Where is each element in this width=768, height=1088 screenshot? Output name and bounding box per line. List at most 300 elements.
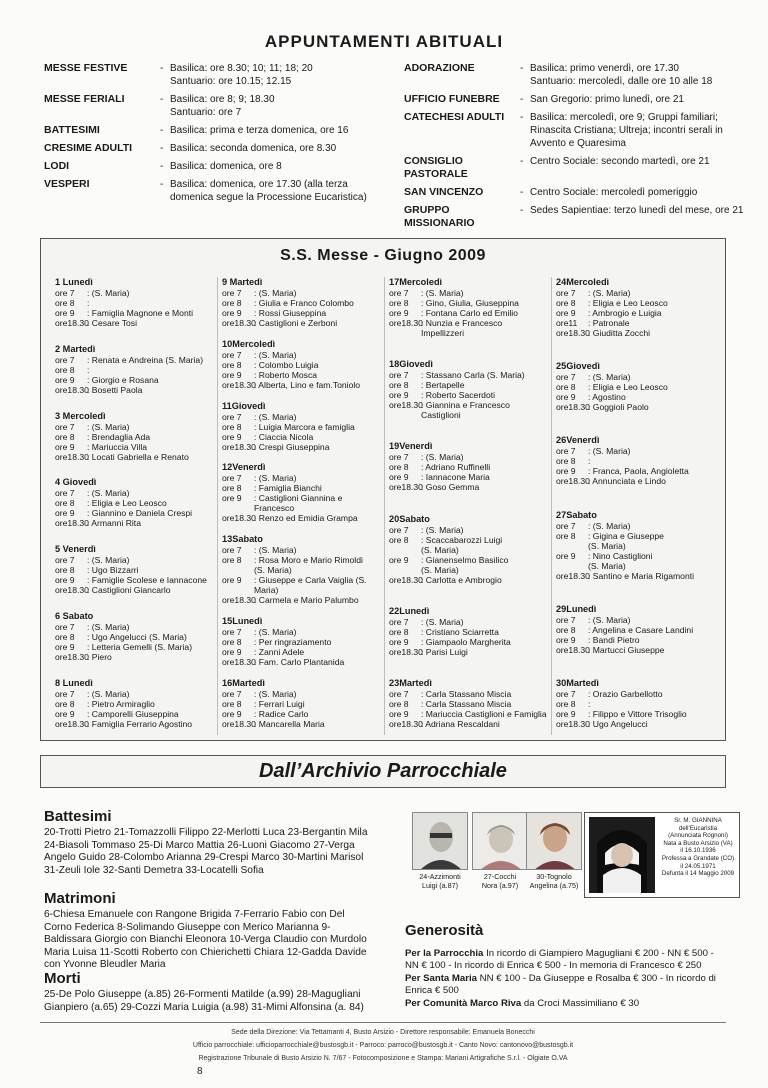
messe-line <box>556 328 715 338</box>
messe-day <box>55 544 213 595</box>
messe-intention: : Renzo ed Emidia Grampa <box>254 513 358 524</box>
messe-line <box>222 380 380 390</box>
messe-line <box>389 400 547 420</box>
messe-intention: : Nino Castiglioni (S. Maria) <box>588 550 653 571</box>
messe-intention: : (S. Maria) <box>87 288 130 298</box>
messe-intention: : Filippo e Vittore Trisoglio <box>588 708 687 719</box>
messe-intention: : Annunciata e Lindo <box>588 476 666 487</box>
messe-day-heading: 20Sabato <box>389 513 430 524</box>
messe-intention: : Per ringraziamento <box>254 637 332 648</box>
messe-intention: : Mariuccia Villa <box>87 441 148 452</box>
messe-day-heading: 19Venerdì <box>389 441 433 452</box>
messe-time: ore 9 <box>389 708 409 719</box>
messe-intention: : Letteria Gemelli (S. Maria) <box>87 642 193 653</box>
messe-time: ore 8 <box>556 456 576 467</box>
messe-intention: : (S. Maria) <box>87 488 130 499</box>
messe-line <box>55 632 213 642</box>
messe-line <box>556 318 715 328</box>
messe-intention: : Agostino <box>588 392 626 403</box>
messe-intention: : Rosa Moro e Mario Rimoldi (S. Maria) <box>254 555 363 576</box>
appuntamento-label: LODI <box>44 160 70 172</box>
messe-time: ore 7 <box>55 421 75 432</box>
appuntamento-row <box>44 62 374 88</box>
messe-time: ore 9 <box>389 636 409 647</box>
messe-intention: : Armanni Rita <box>87 518 141 529</box>
messe-intention: : Scaccabarozzi Luigi (S. Maria) <box>421 534 503 555</box>
messe-column <box>552 277 719 735</box>
messe-intention: : Castiglioni Giancarlo <box>87 585 171 596</box>
messe-time: ore18.30 <box>556 402 590 413</box>
generosita-detail: NN € 100 - Da Giuseppe e Rosalba € 300 - In ricordo di Enrica € 500 <box>405 972 716 997</box>
messe-day-heading: 27Sabato <box>556 509 597 520</box>
messe-intention: : Nunzia e Francesco Impellizzeri <box>421 318 503 338</box>
messe-line <box>222 412 380 422</box>
messe-time: ore 9 <box>222 431 242 442</box>
appuntamento-detail <box>520 111 744 150</box>
messe-line <box>556 571 715 581</box>
portrait-photo <box>472 812 528 870</box>
messe-time: ore 7 <box>389 370 409 381</box>
appuntamento-row <box>404 186 744 199</box>
messe-intention: : (S. Maria) <box>421 616 464 627</box>
messe-time: ore 9 <box>55 374 75 385</box>
messe-line <box>389 689 547 699</box>
messe-line <box>222 360 380 370</box>
messe-day-heading: 16Martedì <box>222 677 265 688</box>
messe-line <box>55 565 213 575</box>
messe-line <box>389 555 547 575</box>
messe-time: ore 7 <box>389 524 409 535</box>
messe-intention: : (S. Maria) <box>588 372 631 383</box>
messe-time: ore 9 <box>222 708 242 719</box>
messe-time: ore 8 <box>389 462 409 473</box>
appuntamento-detail-text: - Centro Sociale: mercoledì pomeriggio <box>530 187 698 198</box>
messe-time: ore18.30 <box>222 379 256 390</box>
messe-time: ore 7 <box>389 288 409 298</box>
messe-day-heading: 9 Martedì <box>222 277 263 287</box>
messe-intention: : Giannina e Francesco Castiglioni <box>421 400 510 421</box>
messe-time: ore 7 <box>389 688 409 699</box>
messe-day-heading: 23Martedì <box>389 677 432 688</box>
messe-time: ore 7 <box>55 488 75 499</box>
battesimi-title: Battesimi <box>44 808 112 825</box>
messe-time: ore 8 <box>389 626 409 637</box>
messe-day-heading: 24Mercoledì <box>556 277 610 287</box>
messe-intention: : Roberto Sacerdoti <box>421 390 496 401</box>
messe-time: ore18.30 <box>55 718 89 729</box>
messe-day <box>556 678 715 729</box>
messe-line <box>55 518 213 528</box>
messe-intention: : (S. Maria) <box>254 627 297 638</box>
messe-line <box>556 719 715 729</box>
messe-day <box>556 510 715 581</box>
messe-intention: : Castiglioni e Zerboni <box>254 318 338 328</box>
messe-intention: : Ambrogio e Luigia <box>588 308 662 318</box>
messe-time: ore 7 <box>55 688 75 699</box>
messe-time: ore 9 <box>556 392 576 403</box>
messe-line <box>389 699 547 709</box>
messe-day <box>389 359 547 420</box>
messe-line <box>55 642 213 652</box>
messe-line <box>222 595 380 605</box>
messe-line <box>55 442 213 452</box>
messe-time: ore18.30 <box>389 318 423 328</box>
messe-day <box>389 441 547 492</box>
messe-line <box>55 709 213 719</box>
messe-intention: : Luigia Marcora e famiglia <box>254 421 355 432</box>
messe-day-heading: 12Venerdì <box>222 462 266 473</box>
messe-line <box>389 627 547 637</box>
messe-intention: : Adriano Ruffinelli <box>421 462 491 473</box>
messe-intention: : Famiglie Scolese e Iannacone <box>87 575 207 586</box>
page-number: 8 <box>197 1066 203 1077</box>
appuntamento-detail-text: - Sedes Sapientiae: terzo lunedì del mese, ore 21 <box>530 205 744 216</box>
messe-intention: : Gino, Giulia, Giuseppina <box>421 298 519 308</box>
appuntamento-detail <box>160 124 374 137</box>
messe-time: ore 9 <box>556 550 576 561</box>
appuntamento-detail <box>160 178 374 204</box>
messe-title: S.S. Messe - Giugno 2009 <box>280 247 486 264</box>
messe-intention: : <box>87 298 90 308</box>
messe-line <box>389 482 547 492</box>
messe-line <box>222 288 380 298</box>
messe-time: ore18.30 <box>55 384 89 395</box>
generosita-entry <box>405 998 639 1009</box>
generosita-entry <box>405 973 716 996</box>
messe-intention: : Santino e Maria Rigamonti <box>588 570 695 581</box>
messe-line <box>55 699 213 709</box>
messe-line <box>389 647 547 657</box>
messe-time: ore 7 <box>222 688 242 699</box>
appuntamento-detail <box>520 62 744 88</box>
messe-intention: : (S. Maria) <box>588 614 631 625</box>
messe-time: ore18.30 <box>222 595 256 606</box>
generosita-text <box>405 948 729 1010</box>
appuntamento-label: CONSIGLIO PASTORALE <box>404 155 468 180</box>
footer-line: Registrazione Tribunale di Busto Arsizio N. 7/67 - Fotocomposizione e Stampa: Mariani Artigrafiche S.r.l. - Olgiate O.VA <box>198 1055 568 1062</box>
messe-day-heading: 25Giovedì <box>556 361 600 372</box>
messe-intention: : Orazio Garbellotto <box>588 688 663 699</box>
messe-line <box>55 318 213 328</box>
appuntamento-row <box>44 142 374 155</box>
messe-line <box>222 308 380 318</box>
messe-time: ore18.30 <box>222 441 256 452</box>
messe-line <box>389 308 547 318</box>
messe-intention: : Bertapelle <box>421 380 465 391</box>
messe-time: ore 8 <box>556 298 576 308</box>
messe-line <box>556 645 715 655</box>
messe-line <box>55 498 213 508</box>
appuntamento-label: BATTESIMI <box>44 124 100 136</box>
messe-time: ore 9 <box>55 508 75 519</box>
messe-day <box>222 339 380 390</box>
messe-line <box>222 318 380 328</box>
appuntamento-row <box>404 93 744 106</box>
messe-intention: : (S. Maria) <box>254 545 297 556</box>
appuntamento-detail-text: - Basilica: domenica, ore 17.30 (alla terza domenica segue la Processione Eucaristica) <box>170 179 367 203</box>
messe-intention: : <box>588 456 591 467</box>
messe-day-heading: 15Lunedì <box>222 616 263 627</box>
messe-line <box>222 350 380 360</box>
messe-time: ore 9 <box>55 441 75 452</box>
messe-day <box>222 277 380 328</box>
messe-time: ore 9 <box>556 708 576 719</box>
messe-time: ore 9 <box>389 554 409 565</box>
messe-time: ore 7 <box>222 349 242 360</box>
messe-intention: : Radice Carlo <box>254 708 309 719</box>
messe-time: ore18.30 <box>556 570 590 581</box>
messe-line <box>389 617 547 627</box>
messe-line <box>222 657 380 667</box>
obituary-photos <box>404 812 740 902</box>
messe-intention: : Brendaglia Ada <box>87 431 151 442</box>
footer-line: Sede della Direzione: Via Tettamanti 4, Busto Arsizio - Direttore responsabile: Emanuela Bonecchi <box>231 1029 535 1036</box>
appuntamenti-right-list <box>404 62 744 235</box>
appuntamento-detail <box>520 93 744 106</box>
messe-line <box>389 380 547 390</box>
messe-time: ore18.30 <box>222 718 256 729</box>
appuntamento-detail <box>160 160 374 173</box>
messe-line <box>389 637 547 647</box>
generosita-detail: da Croci Massimiliano € 30 <box>521 997 640 1009</box>
messe-line <box>55 355 213 365</box>
messe-time: ore 8 <box>222 698 242 709</box>
messe-time: ore 8 <box>389 698 409 709</box>
generosita-title: Generosità <box>405 922 484 939</box>
messe-time: ore18.30 <box>222 318 256 328</box>
messe-line <box>222 709 380 719</box>
portrait-photo <box>526 812 582 870</box>
messe-intention: : Cristiano Sciarretta <box>421 626 499 637</box>
messe-time: ore18.30 <box>556 476 590 487</box>
messe-time: ore 7 <box>222 627 242 638</box>
messe-day <box>222 534 380 605</box>
messe-intention: : Famiglia Magnone e Monti <box>87 308 194 318</box>
messe-time: ore18.30 <box>389 482 423 493</box>
messe-day <box>222 678 380 729</box>
messe-time: ore 8 <box>55 698 75 709</box>
messe-intention: : Martucci Giuseppe <box>588 644 665 655</box>
messe-intention: : Giulia e Franco Colombo <box>254 298 354 308</box>
messe-time: ore18.30 <box>55 518 89 529</box>
appuntamento-detail-text: - Basilica: ore 8; 9; 18.30 Santuario: ore 7 <box>170 94 275 118</box>
messe-time: ore 9 <box>55 708 75 719</box>
messe-time: ore18.30 <box>389 574 423 585</box>
messe-column <box>51 277 218 735</box>
messe-line <box>556 689 715 699</box>
messe-intention: : Piero <box>87 652 112 663</box>
messe-time: ore18.30 <box>556 718 590 729</box>
appuntamento-detail-text: - San Gregorio: primo lunedì, ore 21 <box>530 94 684 105</box>
messe-line <box>556 625 715 635</box>
messe-time: ore 8 <box>222 298 242 308</box>
appuntamento-detail <box>520 155 744 181</box>
messe-day <box>55 277 213 328</box>
messe-day <box>556 277 715 338</box>
messe-line <box>556 392 715 402</box>
messe-line <box>389 709 547 719</box>
messe-time: ore 7 <box>556 688 576 699</box>
messe-line <box>222 555 380 575</box>
messe-time: ore 9 <box>222 493 242 504</box>
appuntamento-row <box>44 178 374 204</box>
messe-line <box>55 622 213 632</box>
messe-line <box>222 627 380 637</box>
messe-time: ore18.30 <box>389 718 423 729</box>
messe-line <box>556 456 715 466</box>
messe-columns <box>51 277 719 735</box>
morti-title: Morti <box>44 970 81 987</box>
messe-intention: : Fam. Carlo Plantanida <box>254 657 345 668</box>
messe-line <box>556 551 715 571</box>
messe-time: ore 8 <box>556 624 576 635</box>
messe-line <box>556 709 715 719</box>
messe-intention: : Alberta, Lino e fam.Toniolo <box>254 379 361 390</box>
appuntamento-row <box>44 124 374 137</box>
messe-time: ore 8 <box>55 431 75 442</box>
messe-column <box>385 277 552 735</box>
messe-line <box>556 699 715 709</box>
messe-time: ore18.30 <box>55 451 89 462</box>
messe-intention: : Adriana Rescaldani <box>421 718 500 729</box>
messe-line <box>55 652 213 662</box>
messe-time: ore 7 <box>222 473 242 484</box>
messe-time: ore18.30 <box>222 513 256 524</box>
messe-line <box>389 462 547 472</box>
messe-intention: : (S. Maria) <box>421 452 464 463</box>
matrimoni-title: Matrimoni <box>44 890 116 907</box>
messe-line <box>55 585 213 595</box>
messe-line <box>556 476 715 486</box>
messe-day-heading: 26Venerdì <box>556 435 600 446</box>
messe-intention: : (S. Maria) <box>254 411 297 422</box>
messe-time: ore 9 <box>222 575 242 586</box>
messe-intention: : <box>588 698 591 709</box>
messe-day-heading: 18Giovedì <box>389 359 433 370</box>
messe-intention: : Ciaccia Nicola <box>254 431 314 442</box>
messe-intention: : (S. Maria) <box>588 520 631 531</box>
appuntamento-detail-text: - Basilica: ore 8.30; 10; 11; 18; 20 Santuario: ore 10.15; 12.15 <box>170 63 313 87</box>
messe-line <box>222 493 380 513</box>
messe-intention: : Crespi Giuseppina <box>254 441 330 452</box>
messe-intention: : Ugo Angelucci <box>588 718 648 729</box>
messe-time: ore 8 <box>55 498 75 509</box>
messe-line <box>222 483 380 493</box>
messe-intention: : Mancarella Maria <box>254 718 325 729</box>
nun-obituary-card <box>584 812 740 898</box>
photo-caption: 30-Tognolo Angelina (a.75) <box>529 872 579 890</box>
messe-line <box>55 689 213 699</box>
appuntamento-label: ADORAZIONE <box>404 62 475 74</box>
messe-time: ore 8 <box>389 298 409 308</box>
appuntamenti-title: APPUNTAMENTI ABITUALI <box>264 32 504 51</box>
messe-intention: : Eligia e Leo Leosco <box>87 498 167 509</box>
messe-line <box>55 288 213 298</box>
messe-line <box>389 390 547 400</box>
appuntamento-detail-text: - Basilica: prima e terza domenica, ore 16 <box>170 125 349 136</box>
messe-time: ore18.30 <box>55 318 89 328</box>
messe-line <box>556 288 715 298</box>
messe-intention: : Carmela e Mario Palumbo <box>254 595 359 606</box>
messe-intention: : Carla Stassano Miscia <box>421 698 512 709</box>
messe-day <box>55 611 213 662</box>
messe-line <box>556 521 715 531</box>
messe-day-heading: 30Martedì <box>556 677 599 688</box>
messe-line <box>222 422 380 432</box>
messe-line <box>55 452 213 462</box>
appuntamento-label: CATECHESI ADULTI <box>404 111 505 123</box>
appuntamento-label: MESSE FERIALI <box>44 93 125 105</box>
messe-time: ore 7 <box>556 520 576 531</box>
messe-intention: : (S. Maria) <box>254 288 297 298</box>
messe-line <box>222 432 380 442</box>
messe-intention: : Patronale <box>588 318 630 328</box>
messe-intention: : (S. Maria) <box>254 688 297 699</box>
messe-day-heading: 29Lunedì <box>556 603 597 614</box>
messe-intention: : Goggioli Paolo <box>588 402 649 413</box>
messe-day <box>222 462 380 523</box>
messe-line <box>389 288 547 298</box>
messe-intention: : Fontana Carlo ed Emilio <box>421 308 518 318</box>
appuntamento-detail <box>160 93 374 119</box>
messe-line <box>556 382 715 392</box>
messe-day-heading: 6 Sabato <box>55 611 94 622</box>
messe-intention: : Giuseppe e Carla Vaiglia (S. Maria) <box>254 575 367 596</box>
messe-day <box>556 361 715 412</box>
messe-intention: : Colombo Luigia <box>254 359 319 370</box>
appuntamento-detail <box>160 62 374 88</box>
messe-time: ore 8 <box>55 364 75 375</box>
messe-time: ore 8 <box>55 632 75 643</box>
messe-line <box>55 555 213 565</box>
messe-time: ore 7 <box>556 446 576 457</box>
messe-line <box>222 699 380 709</box>
messe-day <box>222 616 380 667</box>
messe-line <box>222 545 380 555</box>
generosita-entry <box>405 948 714 971</box>
messe-column <box>218 277 385 735</box>
messe-time: ore 8 <box>556 698 576 709</box>
messe-intention: : (S. Maria) <box>87 421 130 432</box>
appuntamento-detail-text: - Basilica: mercoledì, ore 9; Gruppi familiari; Rinascita Cristiana; Ultreja; incontri serali in Avvento e Quaresima <box>530 112 723 149</box>
messe-line <box>389 298 547 308</box>
footer-line: Ufficio parrocchiale: ufficioparrocchiale@bustosgb.it - Parroco: parroco@bustosgb.it - Canto Novo: cantonovo@bustosgb.it <box>192 1042 574 1049</box>
appuntamento-detail <box>520 204 744 230</box>
appuntamento-label: CRESIME ADULTI <box>44 142 133 154</box>
messe-day-heading: 13Sabato <box>222 534 263 545</box>
messe-line <box>222 647 380 657</box>
photo-caption: 24-Azzimonti Luigi (a.87) <box>419 872 461 890</box>
messe-day-heading: 5 Venerdì <box>55 544 96 555</box>
messe-day <box>55 678 213 729</box>
appuntamento-row <box>404 155 744 181</box>
messe-intention: : Mariuccia Castiglioni e Famiglia <box>421 708 547 719</box>
appuntamento-row <box>44 93 374 119</box>
messe-time: ore 9 <box>222 369 242 380</box>
messe-time: ore 7 <box>556 288 576 298</box>
messe-intention: : (S. Maria) <box>254 349 297 360</box>
messe-day <box>55 344 213 395</box>
appuntamento-row <box>44 160 374 173</box>
messe-day <box>389 277 547 338</box>
messe-time: ore18.30 <box>389 646 423 657</box>
messe-intention: : Goso Gemma <box>421 482 480 493</box>
messe-intention: : Parisi Luigi <box>421 646 468 657</box>
messe-line <box>556 298 715 308</box>
messe-day <box>389 514 547 585</box>
messe-line <box>556 446 715 456</box>
messe-line <box>222 370 380 380</box>
